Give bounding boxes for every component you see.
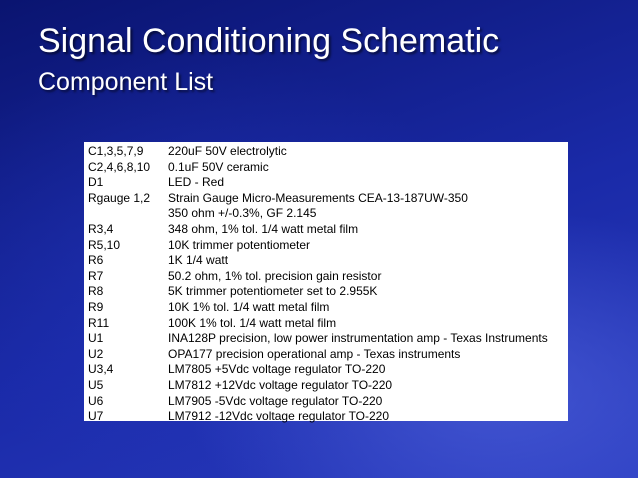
slide-subtitle: Component List	[38, 68, 214, 96]
table-row	[88, 316, 568, 332]
table-row	[88, 284, 568, 300]
table-row	[88, 409, 568, 425]
table-row	[88, 191, 568, 207]
component-ref: R6	[88, 253, 104, 268]
component-desc: 50.2 ohm, 1% tol. precision gain resistor	[168, 268, 382, 283]
component-desc: LM7905 -5Vdc voltage regulator TO-220	[168, 393, 383, 408]
table-row	[88, 300, 568, 316]
component-ref: U6	[88, 393, 104, 408]
table-row	[88, 394, 568, 410]
table-row	[88, 347, 568, 363]
table-row	[88, 253, 568, 269]
component-ref: R8	[88, 284, 104, 299]
component-desc: 348 ohm, 1% tol. 1/4 watt metal film	[168, 221, 359, 236]
component-desc: LM7805 +5Vdc voltage regulator TO-220	[168, 362, 386, 377]
component-ref: C2,4,6,8,10	[88, 159, 151, 174]
table-row	[88, 206, 568, 222]
table-row	[88, 378, 568, 394]
table-row	[88, 269, 568, 285]
component-ref: D1	[88, 175, 104, 190]
component-ref: C1,3,5,7,9	[88, 144, 144, 158]
component-desc: 0.1uF 50V ceramic	[168, 159, 269, 174]
component-desc: 350 ohm +/-0.3%, GF 2.145	[168, 206, 317, 221]
component-ref: U1	[88, 331, 104, 346]
table-row	[88, 175, 568, 191]
component-ref	[88, 206, 168, 222]
component-ref: U7	[88, 409, 104, 424]
component-ref: R3,4	[88, 221, 114, 236]
component-desc: LM7812 +12Vdc voltage regulator TO-220	[168, 377, 393, 392]
component-ref: R11	[88, 315, 110, 330]
table-row	[88, 238, 568, 254]
component-ref: U5	[88, 377, 104, 392]
table-row	[88, 160, 568, 176]
component-desc: LED - Red	[168, 175, 225, 190]
slide-title: Signal Conditioning Schematic	[38, 22, 500, 60]
component-desc: INA128P precision, low power instrumentation amp - Texas Instruments	[168, 331, 548, 346]
table-row	[88, 362, 568, 378]
component-ref: Rgauge 1,2	[88, 190, 151, 205]
component-ref: U2	[88, 346, 104, 361]
component-ref: R9	[88, 299, 104, 314]
table-row	[88, 331, 568, 347]
component-list-table	[84, 142, 568, 424]
component-desc: 220uF 50V electrolytic	[168, 144, 287, 158]
component-desc: 5K trimmer potentiometer set to 2.955K	[168, 284, 378, 299]
table-row	[88, 222, 568, 238]
component-desc: Strain Gauge Micro-Measurements CEA-13-187UW-350	[168, 190, 468, 205]
component-desc: 100K 1% tol. 1/4 watt metal film	[168, 315, 337, 330]
component-desc: 10K trimmer potentiometer	[168, 237, 311, 252]
component-ref: U3,4	[88, 362, 114, 377]
table-row	[88, 144, 568, 160]
component-desc: 10K 1% tol. 1/4 watt metal film	[168, 299, 330, 314]
component-ref: R5,10	[88, 237, 121, 252]
component-desc: LM7912 -12Vdc voltage regulator TO-220	[168, 409, 390, 424]
component-desc: OPA177 precision operational amp - Texas instruments	[168, 346, 461, 361]
component-ref: R7	[88, 268, 104, 283]
component-desc: 1K 1/4 watt	[168, 253, 229, 268]
